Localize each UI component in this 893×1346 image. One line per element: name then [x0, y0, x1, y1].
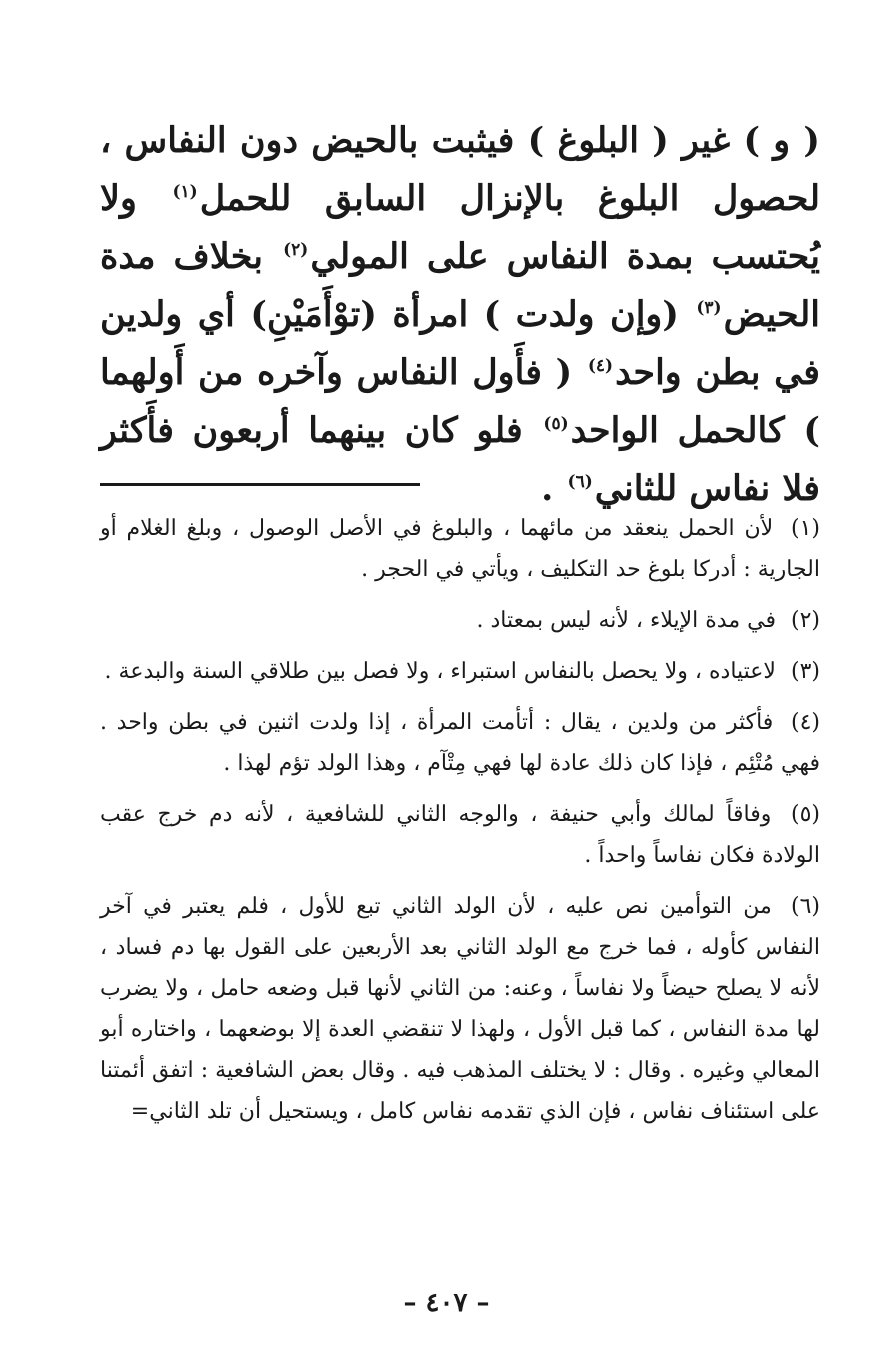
footnote-ref-1: (١): [172, 182, 198, 203]
main-text-segment: ( فأَول النفاس وآخره من أَولهما ) كالحمل الواحد: [100, 352, 820, 451]
footnote-ref-2: (٢): [283, 240, 309, 261]
main-text-segment: .: [541, 468, 566, 509]
footnote-3: [100, 651, 820, 692]
footnote-ref-3: (٣): [696, 298, 722, 319]
footnote-ref-5: (٥): [543, 414, 569, 435]
footnote-text: في مدة الإيلاء ، لأنه ليس بمعتاد .: [476, 608, 776, 633]
footnote-number: (٦): [790, 894, 820, 919]
footnote-number: (٤): [790, 710, 820, 735]
main-text-segment: فلو كان بينهما أربعون فأَكثر فلا نفاس للثاني: [100, 410, 820, 509]
main-paragraph: [100, 112, 820, 518]
footnote-2: [100, 600, 820, 641]
footnote-text: لاعتياده ، ولا يحصل بالنفاس استبراء ، ولا فصل بين طلاقي السنة والبدعة .: [104, 659, 776, 684]
footnote-4: [100, 702, 820, 784]
main-text-segment: (وإن ولدت ) امرأة (توْأَمَيْنِ) أي ولدين في بطن واحد: [100, 294, 820, 393]
footnote-6: [100, 886, 820, 1132]
footnote-text: لأن الحمل ينعقد من مائهما ، والبلوغ في الأصل الوصول ، وبلغ الغلام أو الجارية : أدركا بلوغ حد التكليف ، ويأتي في الحجر .: [100, 516, 820, 582]
main-text-block: [100, 112, 820, 518]
main-text-segment: ( و ) غير ( البلوغ ) فيثبت بالحيض دون النفاس ، لحصول البلوغ بالإنزال السابق للحمل: [100, 120, 820, 219]
footnote-number: (١): [790, 516, 820, 541]
footnote-1: [100, 508, 820, 590]
footnote-separator: [100, 483, 420, 486]
footnote-ref-6: (٦): [567, 472, 593, 493]
footnote-5: [100, 794, 820, 876]
page-number: – ٤٠٧ –: [403, 1288, 490, 1318]
footnote-text: فأكثر من ولدين ، يقال : أتأمت المرأة ، إذا ولدت اثنين في بطن واحد . فهي مُتْئِم ، فإذا كان ذلك عادة لها فهي مِتْآم ، وهذا الولد تؤم لهذا .: [100, 710, 820, 776]
footnote-number: (٣): [790, 659, 820, 684]
footnote-separator-wrap: [100, 483, 820, 487]
footnote-text: وفاقاً لمالك وأبي حنيفة ، والوجه الثاني للشافعية ، لأنه دم خرج عقب الولادة فكان نفاساً واحداً .: [100, 802, 820, 868]
main-text-segment: بخلاف مدة الحيض: [100, 236, 820, 335]
main-text-segment: ولا يُحتسب بمدة النفاس على المولي: [100, 178, 820, 277]
footnote-number: (٥): [790, 802, 820, 827]
footnote-ref-4: (٤): [587, 356, 614, 377]
footnote-number: (٢): [790, 608, 820, 633]
footnotes-section: [100, 508, 820, 1142]
footnote-text: من التوأمين نص عليه ، لأن الولد الثاني تبع للأول ، فلم يعتبر في آخر النفاس كأوله ، فما خرج مع الولد الثاني بعد الأربعين على القول بها دم فساد ، لأنه لا يصلح حيضاً ولا نفاساً ، وعنه: من الثاني لأنها قبل وضعه حامل ، ولا يضرب لها مدة النفاس ، كما قبل الأول ، ولهذا لا تنقضي العدة إلا بوضعهما ، واختاره أبو المعالي وغيره . وقال : لا يختلف المذهب فيه . وقال بعض الشافعية : اتفق أئمتنا على استئناف نفاس ، فإن الذي تقدمه نفاس كامل ، ويستحيل أن تلد الثاني=: [100, 894, 820, 1124]
